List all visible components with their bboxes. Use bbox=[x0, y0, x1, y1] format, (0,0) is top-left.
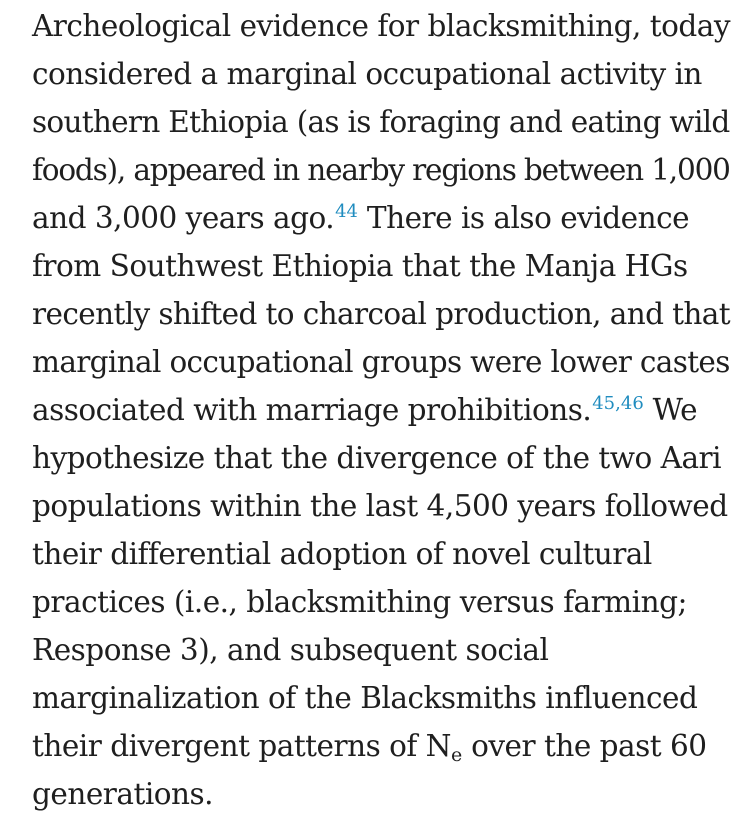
text-line: their differential adoption of novel cultural bbox=[32, 537, 652, 571]
effective-population-subscript: e bbox=[450, 743, 463, 766]
text-segment: We bbox=[643, 393, 698, 427]
text-line: hypothesize that the divergence of the two Aari bbox=[32, 441, 722, 475]
text-segment: There is also evidence bbox=[358, 201, 690, 235]
citation-45-46 bbox=[592, 393, 644, 414]
text-line: Response 3), and subsequent social bbox=[32, 633, 549, 667]
text-line: generations. bbox=[32, 777, 214, 811]
text-line: considered a marginal occupational activity in bbox=[32, 57, 702, 91]
text-line: Archeological evidence for blacksmithing, today bbox=[32, 9, 731, 43]
article-paragraph bbox=[32, 2, 732, 818]
text-segment: over the past 60 bbox=[462, 729, 707, 763]
citation-link-44[interactable]: 44 bbox=[335, 201, 359, 223]
text-line: practices (i.e., blacksmithing versus farming; bbox=[32, 585, 687, 619]
text-line-with-subscript bbox=[32, 722, 732, 770]
text-line: marginalization of the Blacksmiths influenced bbox=[32, 681, 698, 715]
text-segment: their divergent patterns of N bbox=[32, 729, 451, 763]
text-segment: and 3,000 years ago. bbox=[32, 201, 335, 235]
text-line: from Southwest Ethiopia that the Manja HGs bbox=[32, 249, 688, 283]
text-line-with-citation bbox=[32, 386, 732, 434]
text-line: recently shifted to charcoal production, and that bbox=[32, 297, 730, 331]
text-segment: associated with marriage prohibitions. bbox=[32, 393, 592, 427]
text-line-with-citation bbox=[32, 194, 732, 242]
citation-44[interactable] bbox=[335, 201, 358, 222]
text-line: populations within the last 4,500 years followed bbox=[32, 489, 728, 523]
text-line: marginal occupational groups were lower castes bbox=[32, 345, 730, 379]
citation-link-46[interactable]: 46 bbox=[620, 393, 644, 415]
citation-link-45[interactable]: 45 bbox=[592, 393, 616, 415]
text-line: foods), appeared in nearby regions between 1,000 bbox=[32, 153, 730, 187]
citation-separator: , bbox=[615, 393, 621, 415]
text-line: southern Ethiopia (as is foraging and eating wild bbox=[32, 105, 730, 139]
